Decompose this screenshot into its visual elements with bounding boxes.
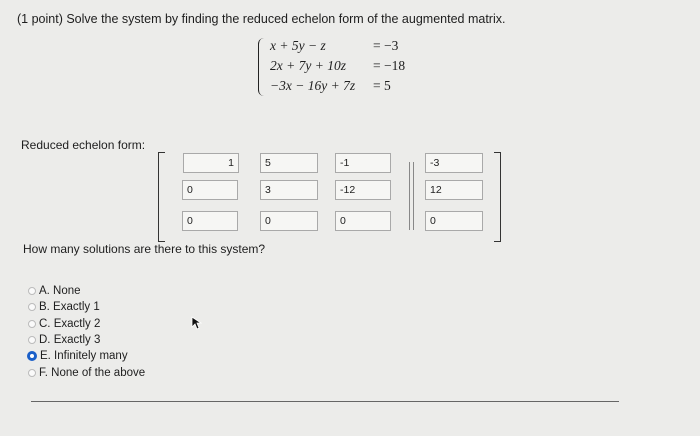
question-text: How many solutions are there to this system? bbox=[23, 242, 266, 256]
option-c-label: C. Exactly 2 bbox=[39, 318, 101, 330]
matrix-cell-r1c1[interactable]: 1 bbox=[183, 153, 239, 173]
option-b[interactable] bbox=[28, 301, 100, 313]
option-e-radio[interactable] bbox=[27, 351, 37, 361]
bottom-rule bbox=[31, 401, 619, 402]
matrix-cell-r3c1[interactable] bbox=[182, 211, 238, 231]
matrix-cell-r1c3[interactable] bbox=[335, 153, 391, 173]
option-d-label: D. Exactly 3 bbox=[39, 334, 101, 346]
option-c-radio[interactable] bbox=[28, 320, 36, 328]
matrix-cell-r3c2[interactable] bbox=[260, 211, 318, 231]
option-d-radio[interactable] bbox=[28, 336, 36, 344]
matrix-cell-r1c2[interactable] bbox=[260, 153, 318, 173]
matrix-cell-r2c2[interactable] bbox=[260, 180, 318, 200]
matrix-cell-r2c3[interactable] bbox=[335, 180, 391, 200]
option-f-label: F. None of the above bbox=[39, 367, 146, 379]
matrix-cell-r2c1[interactable] bbox=[182, 180, 238, 200]
option-d[interactable] bbox=[28, 334, 100, 346]
equation-1-rhs: = −3 bbox=[373, 38, 399, 53]
option-a[interactable] bbox=[28, 285, 81, 297]
augment-divider-2 bbox=[413, 162, 414, 230]
matrix-cell-r3c4-value: 0 bbox=[430, 215, 436, 227]
matrix-cell-r3c3[interactable] bbox=[335, 211, 391, 231]
option-f[interactable] bbox=[28, 367, 145, 379]
matrix-cell-r3c1-value: 0 bbox=[187, 215, 193, 227]
matrix-cell-r2c2-value: 3 bbox=[265, 184, 271, 196]
matrix-cell-r3c2-value: 0 bbox=[265, 215, 271, 227]
matrix-cell-r2c4-value: 12 bbox=[430, 184, 442, 196]
option-a-radio[interactable] bbox=[28, 287, 36, 295]
option-f-radio[interactable] bbox=[28, 369, 36, 377]
equation-1-lhs: x + 5y − z bbox=[270, 38, 326, 53]
option-c[interactable] bbox=[28, 318, 100, 330]
reduced-echelon-label: Reduced echelon form: bbox=[21, 138, 146, 152]
matrix-left-bracket bbox=[158, 152, 165, 242]
matrix-right-bracket bbox=[494, 152, 501, 242]
option-e[interactable] bbox=[27, 350, 128, 362]
system-brace bbox=[258, 38, 267, 96]
option-e-label: E. Infinitely many bbox=[40, 350, 128, 362]
equation-2-rhs: = −18 bbox=[373, 58, 406, 73]
problem-heading: (1 point) Solve the system by finding the reduced echelon form of the augmented matrix. bbox=[17, 12, 506, 26]
matrix-cell-r1c4-value: -3 bbox=[430, 157, 440, 169]
matrix-cell-r2c3-value: -12 bbox=[340, 184, 356, 196]
option-b-label: B. Exactly 1 bbox=[39, 301, 100, 313]
matrix-cell-r1c2-value: 5 bbox=[265, 157, 271, 169]
matrix-cell-r2c1-value: 0 bbox=[187, 184, 193, 196]
equation-2-lhs: 2x + 7y + 10z bbox=[270, 58, 346, 73]
matrix-cell-r1c4[interactable] bbox=[425, 153, 483, 173]
mouse-pointer-icon bbox=[191, 316, 203, 335]
matrix-cell-r2c4[interactable] bbox=[425, 180, 483, 200]
option-a-label: A. None bbox=[39, 285, 81, 297]
matrix-cell-r1c3-value: -1 bbox=[340, 157, 350, 169]
option-b-radio[interactable] bbox=[28, 303, 36, 311]
matrix-cell-r3c4[interactable] bbox=[425, 211, 483, 231]
matrix-cell-r3c3-value: 0 bbox=[340, 215, 346, 227]
equation-3-lhs: −3x − 16y + 7z bbox=[270, 78, 356, 93]
equation-system bbox=[258, 38, 418, 96]
equation-3-rhs: = 5 bbox=[373, 78, 391, 93]
augment-divider bbox=[409, 162, 410, 230]
